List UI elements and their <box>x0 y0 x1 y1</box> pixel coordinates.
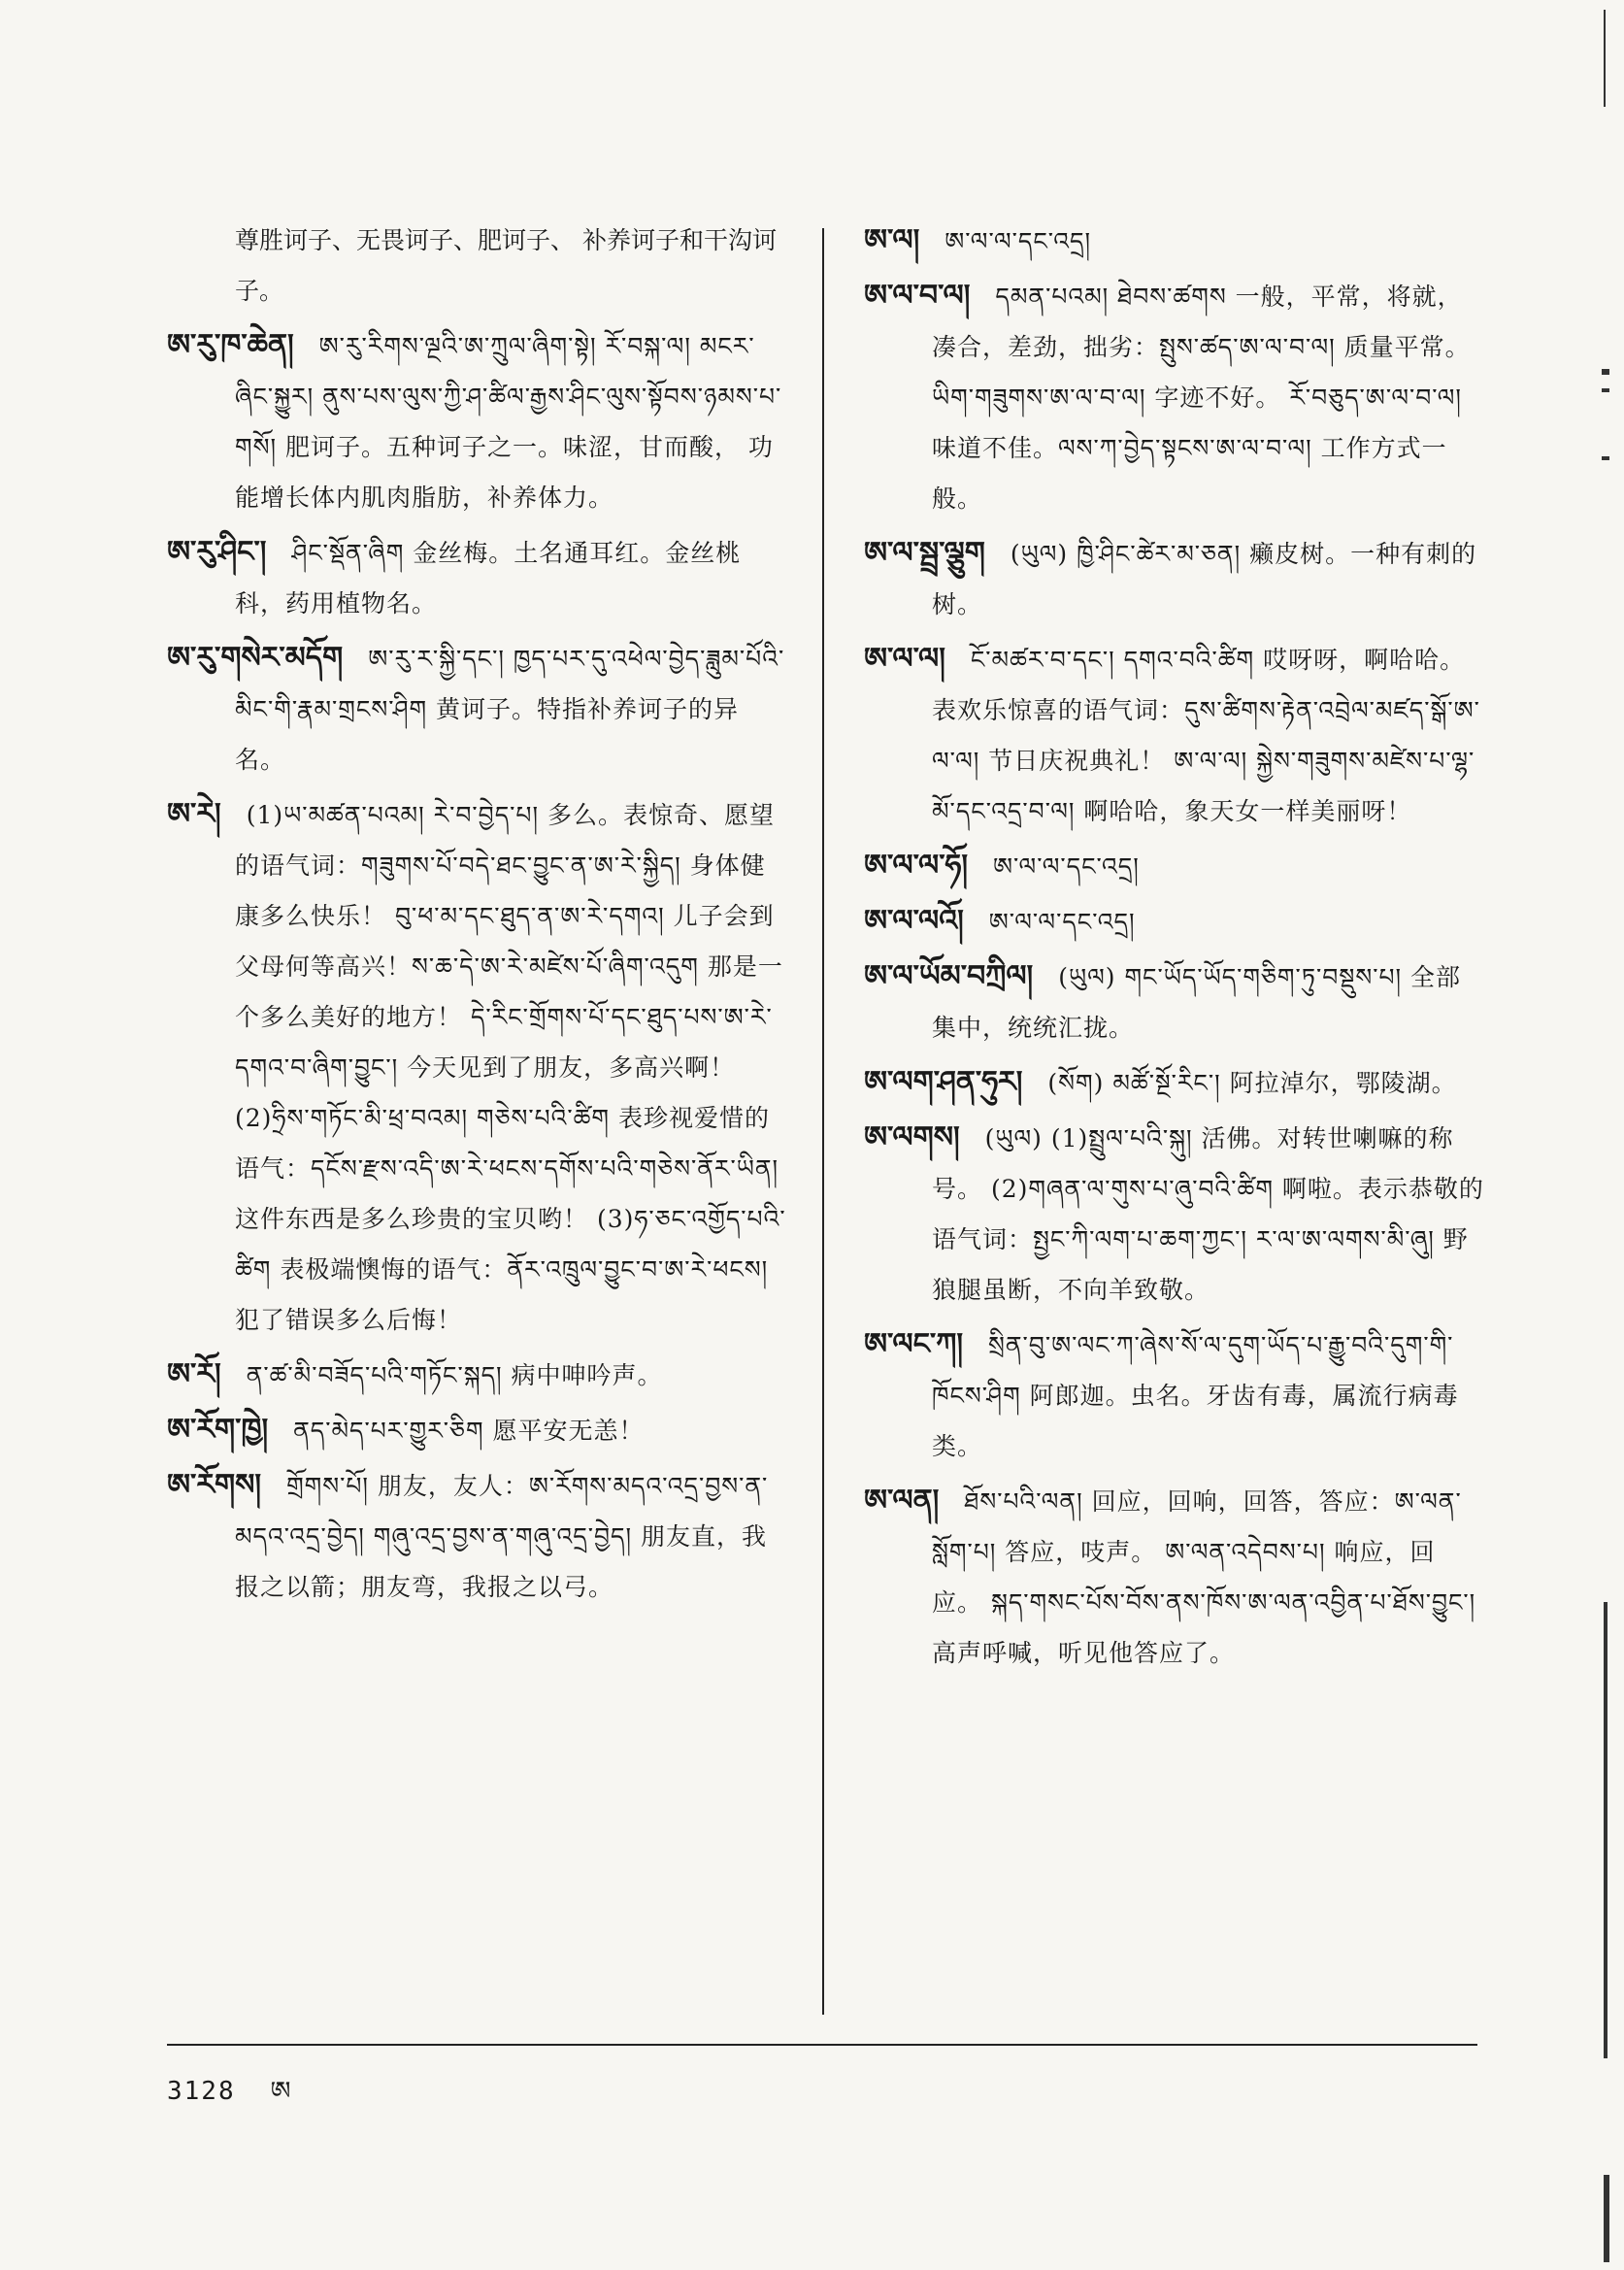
dictionary-entry <box>167 789 788 1346</box>
entry-headword: ཨ་ལང་ཀ། <box>864 1327 963 1361</box>
edge-mark <box>1602 369 1609 375</box>
left-column <box>167 216 788 1617</box>
entry-text: ཐོས་པའི་ལན། 回应，回响，回答，答应：ཨ་ལན་སློག་པ། 答应，吱声。 ཨ་ལན་འདེབས་པ། 响应，回应。 སྐད་གསང་པོས་བོས་ནས་ཁོས་ཨ་ལན་འབྱིན་པ་ཐོས་བྱུང་། 高声呼喊，听见他答应了。 <box>932 1487 1476 1667</box>
dictionary-entry <box>167 320 788 523</box>
entry-headword: ཨ་ལགས། <box>864 1120 960 1154</box>
entry-text: (1)ཡ་མཚན་པའམ། རེ་བ་བྱེད་པ། 多么。表惊奇、愿望的语气词：གཟུགས་པོ་བདེ་ཐང་བྱུང་ན་ཨ་རེ་སྐྱིད། 身体健康多么快乐！ བུ་ཕ་མ་དང་ཐུད་ན་ཨ་རེ་དགའ། 儿子会到父母何等高兴！ས་ཆ་དེ་ཨ་རེ་མཛེས་པོ་ཞིག་འདུག 那是一个多么美好的地方！ དེ་རིང་གྲོགས་པོ་དང་ཐུད་པས་ཨ་རེ་དགའ་བ་ཞིག་བྱུང་། 今天见到了朋友，多高兴啊！ (2)ཧྲིས་གཏོང་མི་ཕྲ་བའམ། གཅེས་པའི་ཚིག 表珍视爱惜的语气：དངོས་རྫས་འདི་ཨ་རེ་ཕངས་དགོས་པའི་གཅེས་ནོར་ཡིན། 这件东西是多么珍贵的宝贝哟！ (3)ཧ་ཅང་འགྱོད་པའི་ཚིག 表极端懊悔的语气：ནོར་འཁྲུལ་བྱུང་བ་ཨ་རེ་ཕངས། 犯了错误多么后悔！ <box>235 801 786 1334</box>
entry-text: (སོག) མཚོ་སྔོ་རིང་། 阿拉淖尔，鄂陵湖。 <box>1047 1069 1457 1097</box>
entry-text: ཨ་ལ་ལ་དང་འདྲ། <box>993 852 1140 881</box>
dictionary-entry <box>864 528 1485 630</box>
entry-headword: ཨ་ལ་ལའོ། <box>864 904 964 938</box>
entry-headword: ཨ་རུ་གསེར་མདོག <box>167 641 344 675</box>
entry-headword: ཨ་ལ་བ་ལ། <box>864 279 971 313</box>
right-column <box>864 216 1485 1683</box>
edge-mark <box>1604 10 1606 107</box>
dictionary-entry <box>167 1460 788 1613</box>
entry-headword: ཨ་ལག་ཤན་ཧུར། <box>864 1065 1023 1099</box>
edge-mark <box>1604 2175 1609 2262</box>
entry-text: ཨ་ལ་ལ་དང་འདྲ། <box>988 908 1136 936</box>
dictionary-entry <box>864 1057 1485 1109</box>
section-letter: ཨ <box>270 2077 293 2106</box>
edge-mark <box>1604 1602 1607 2058</box>
edge-mark <box>1602 456 1609 460</box>
dictionary-entry <box>167 527 788 629</box>
entry-text: ན་ཚ་མི་བཟོད་པའི་གཏོང་སྐད། 病中呻吟声。 <box>246 1361 663 1389</box>
entry-text: དམན་པའམ། ཐེབས་ཚགས 一般，平常，将就，凑合，差劲，拙劣：སྤུས་ཚད་ཨ་ལ་བ་ལ། 质量平常。 ཡིག་གཟུགས་ཨ་ལ་བ་ལ། 字迹不好。 རོ་བཅུད་ཨ་ལ་བ་ལ། 味道不佳。ལས་ཀ་བྱེད་སྟངས་ཨ་ལ་བ་ལ། 工作方式一般。 <box>932 283 1471 513</box>
entry-headword: ཨ་ལན། <box>864 1484 940 1518</box>
entry-text: ཤིང་སྡོན་ཞིག 金丝梅。土名通耳红。金丝桃科，药用植物名。 <box>235 539 742 618</box>
entry-text: ནད་མེད་པར་གྱུར་ཅིག 愿平安无恙！ <box>293 1417 645 1445</box>
entry-text: (ཡུལ) གང་ཡོད་ཡོད་གཅིག་ཏུ་བསྡུས་པ། 全部集中，统统汇拢。 <box>932 963 1462 1042</box>
entry-text: ཨ་རུ་ར་སྐྱི་དང་། ཁྱད་པར་དུ་འཕེལ་བྱེད་ཟླུམ་པོའི་མིང་གི་རྣམ་གྲངས་ཤིག 黄诃子。特指补养诃子的异名。 <box>235 645 785 774</box>
dictionary-entry <box>864 634 1485 837</box>
entry-headword: ཨ་ལ་ལ། <box>864 642 945 676</box>
entry-headword: ཨ་རུ་ཤིང་། <box>167 535 267 569</box>
dictionary-entry <box>864 951 1485 1053</box>
dictionary-entry <box>167 633 788 785</box>
entry-headword: ཨ་ལ་ཡོམ་བཀྲིལ། <box>864 959 1034 993</box>
entry-headword: ཨ་རོག་ཁྱེ། <box>167 1413 269 1447</box>
dictionary-entry <box>864 1113 1485 1316</box>
edge-mark <box>1602 388 1609 392</box>
dictionary-entry <box>167 1405 788 1456</box>
dictionary-entry <box>864 1476 1485 1679</box>
entry-text: 尊胜诃子、无畏诃子、肥诃子、 补养诃子和干沟诃子。 <box>235 226 777 305</box>
entry-headword: ཨ་རོགས། <box>167 1468 262 1502</box>
dictionary-entry <box>864 271 1485 524</box>
dictionary-entry <box>864 896 1485 948</box>
entry-headword: ཨ་རེ། <box>167 797 221 831</box>
entry-text: ཨ་ལ་ལ་དང་འདྲ། <box>945 227 1092 255</box>
dictionary-entry <box>864 216 1485 267</box>
dictionary-entry <box>167 1350 788 1401</box>
entry-headword: ཨ་ལ། <box>864 223 920 257</box>
entry-headword: ཨ་རུ་ཁ་ཆེན། <box>167 328 294 362</box>
dictionary-entry <box>864 1319 1485 1472</box>
column-divider <box>822 228 824 2015</box>
entry-text: (ཡུལ) ཁྱི་ཤིང་ཚེར་མ་ཅན། 癞皮树。一种有刺的树。 <box>932 540 1477 618</box>
dictionary-entry <box>864 841 1485 892</box>
entry-headword: ཨ་རོ། <box>167 1357 221 1391</box>
page-footer <box>167 2063 292 2134</box>
entry-text: གྲོགས་པོ། 朋友，友人：ཨ་རོགས་མདའ་འདྲ་བྱས་ན་མདའ་འདྲ་བྱེད། གཞུ་འདྲ་བྱས་ན་གཞུ་འདྲ་བྱེད། 朋友直，我报之以箭；朋友弯，我报之以弓。 <box>235 1472 769 1601</box>
footer-rule <box>167 2044 1477 2046</box>
page-number: 3128 <box>167 2077 236 2106</box>
entry-text: ཨ་རུ་རིགས་ལྔའི་ཨ་ཀྲུལ་ཞིག་སྟེ། རོ་བསྐ་ལ། མངར་ཞིང་སྐྱུར། ནུས་པས་ལུས་ཀྱི་ཤ་ཚིལ་རྒྱས་ཤིང་ལུས་སྟོབས་ཉམས་པ་གསོ། 肥诃子。五种诃子之一。味涩，甘而酸， 功能增长体内肌肉脂肪，补养体力。 <box>235 332 782 512</box>
scan-edge-marks <box>1600 0 1624 2270</box>
entry-text: (ཡུལ) (1)སྤྲུལ་པའི་སྐུ། 活佛。对转世喇嘛的称号。 (2)གཞན་ལ་གུས་པ་ཞུ་བའི་ཚིག 啊啦。表示恭敬的语气词：སྤྱང་ཀི་ལག་པ་ཆག་ཀྱང་། ར་ལ་ཨ་ལགས་མི་ཞུ། 野狼腿虽断，不向羊致敬。 <box>932 1124 1484 1304</box>
entry-headword: ཨ་ལ་ལ་ཧོ། <box>864 849 969 883</box>
entry-headword: ཨ་ལ་སྦྲ་ལྕུག <box>864 536 985 570</box>
entry-text: ངོ་མཚར་བ་དང་། དགའ་བའི་ཚིག 哎呀呀，啊哈哈。表欢乐惊喜的语气词：དུས་ཚིགས་རྟེན་འབྲེལ་མཛད་སྒོ་ཨ་ལ་ལ། 节日庆祝典礼！ ཨ་ལ་ལ། སྐྱེས་གཟུགས་མཛེས་པ་ལྷ་མོ་དང་འདྲ་བ་ལ། 啊哈哈，象天女一样美丽呀！ <box>932 646 1480 825</box>
entry-text: སྲིན་བུ་ཨ་ལང་ཀ་ཞེས་སོ་ལ་དུག་ཡོད་པ་རྒྱུ་བའི་དུག་གི་ཁོངས་ཤིག 阿郎迦。虫名。牙齿有毒，属流行病毒类。 <box>932 1331 1459 1460</box>
entry-continuation <box>167 216 788 317</box>
